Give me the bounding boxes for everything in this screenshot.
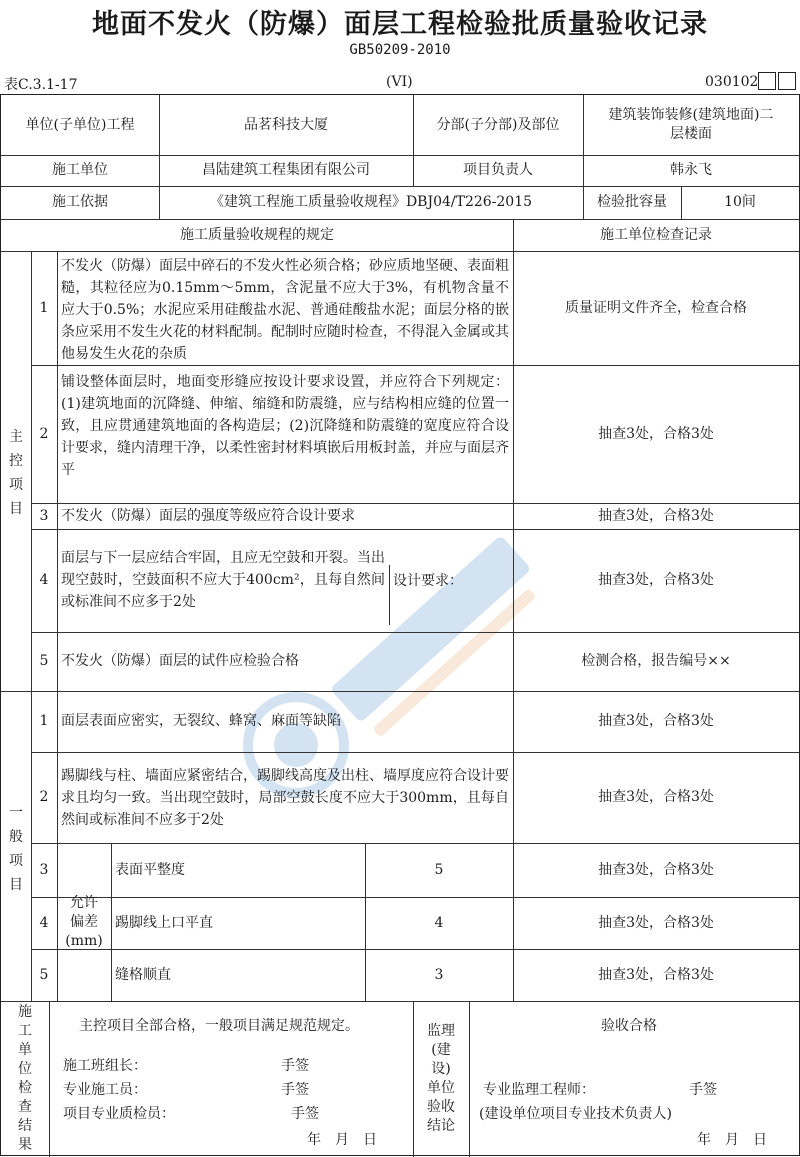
main-item-record[interactable]: 抽查3处，合格3处 — [598, 507, 714, 524]
tolerance-row-item: 踢脚线上口平直 — [115, 915, 213, 931]
main-item-text: 不发火（防爆）面层的试件应检验合格 — [61, 653, 299, 669]
acceptance-label: 监理(建设)单位验收结论 — [427, 1023, 455, 1134]
col-divider — [389, 565, 390, 625]
main-item-text: 不发火（防爆）面层中碎石的不发火性必须合格；砂应质地坚硬、表面粗糙，其粒径应为0.15mm～5mm，含泥量不应大于3%，有机物含量不应大于0.5%；水泥应采用硅酸盐水泥、普通硅酸盐水泥；面层分格的嵌条应采用不发生火花的材料配制。配制时应随时检查，不得混入金属或其他易发生火花的杂质 — [61, 258, 509, 362]
engineer-label: 专业监理工程师： — [483, 1082, 595, 1098]
constructor-value[interactable]: 昌陆建筑工程集团有限公司 — [202, 162, 370, 178]
code-box-2[interactable] — [778, 72, 796, 90]
tolerance-row-record[interactable]: 抽查3处，合格3处 — [598, 861, 714, 878]
main-item-no: 1 — [39, 299, 49, 316]
tolerance-row-no: 3 — [39, 861, 49, 878]
sub-section-value[interactable]: 建筑装饰装修(建筑地面)二层楼面 — [608, 107, 774, 142]
general-item-text: 踢脚线与柱、墙面应紧密结合，踢脚线高度及出柱、墙厚度应符合设计要求且均匀一致。当出现空鼓时，局部空鼓长度不应大于300mm，且每自然间或标准间不应多于2处 — [61, 768, 509, 828]
standard-code: GB50209-2010 — [349, 42, 451, 58]
inspection-code: 030102 — [705, 74, 759, 90]
col-divider — [469, 1001, 470, 1157]
tolerance-row-record[interactable]: 抽查3处，合格3处 — [598, 966, 714, 983]
tolerance-row-item: 表面平整度 — [115, 862, 185, 878]
tolerance-row-record[interactable]: 抽查3处，合格3处 — [598, 914, 714, 931]
general-items-label: 一般项目 — [9, 805, 23, 893]
row-divider — [1, 1001, 799, 1002]
unit-value[interactable]: 品茗科技大厦 — [244, 116, 328, 133]
main-item-text: 面层与下一层应结合牢固，且应无空鼓和开裂。当出现空鼓时，空鼓面积不应大于400cm²，且每自然间或标准间不应多于2处 — [61, 550, 385, 610]
roman-numeral: (VI) — [386, 74, 413, 90]
main-item-no: 4 — [39, 572, 49, 588]
general-item-record[interactable]: 抽查3处，合格3处 — [598, 789, 714, 805]
main-item-record[interactable]: 检测合格，报告编号×× — [581, 653, 731, 669]
main-item-no: 3 — [39, 507, 49, 524]
check-result-text[interactable]: 主控项目全部合格，一般项目满足规范规定。 — [79, 1018, 359, 1034]
general-item-no: 2 — [39, 789, 49, 805]
capacity-label: 检验批容量 — [597, 194, 667, 210]
acceptance-result[interactable]: 验收合格 — [601, 1018, 657, 1034]
sub-section-label: 分部(子分部)及部位 — [436, 116, 560, 133]
main-item-record[interactable]: 质量证明文件齐全，检查合格 — [565, 299, 747, 316]
main-item-no: 5 — [39, 653, 49, 669]
tolerance-row-value: 5 — [434, 861, 444, 878]
tolerance-row-value: 4 — [434, 914, 444, 931]
capacity-value[interactable]: 10间 — [724, 194, 756, 210]
manager-value[interactable]: 韩永飞 — [670, 162, 712, 178]
inspector-sign[interactable]: 手签 — [291, 1106, 319, 1122]
record-header: 施工单位检查记录 — [600, 226, 712, 243]
code-box-1[interactable] — [758, 72, 776, 90]
tolerance-label: 允许偏差(mm) — [65, 894, 103, 949]
basis-label: 施工依据 — [52, 194, 108, 210]
spec-header: 施工质量验收规程的规定 — [180, 226, 334, 243]
unit-label: 单位(子单位)工程 — [25, 116, 135, 133]
main-item-record[interactable]: 抽查3处，合格3处 — [598, 572, 714, 588]
manager-label: 项目负责人 — [463, 162, 533, 178]
engineer-sign[interactable]: 手签 — [689, 1082, 717, 1098]
check-date[interactable]: 年 月 日 — [307, 1132, 377, 1148]
col-divider — [49, 1001, 50, 1157]
main-item-record[interactable]: 抽查3处，合格3处 — [598, 425, 714, 442]
inspector-label: 项目专业质检员： — [63, 1106, 175, 1122]
form-title: 地面不发火（防爆）面层工程检验批质量验收记录 — [92, 9, 708, 40]
team-leader-label: 施工班组长： — [63, 1058, 147, 1074]
general-item-text: 面层表面应密实，无裂纹、蜂窝、麻面等缺陷 — [61, 713, 341, 729]
general-item-no: 1 — [39, 713, 49, 729]
general-item-record[interactable]: 抽查3处，合格3处 — [598, 713, 714, 729]
engineer-note: (建设单位项目专业技术负责人) — [479, 1106, 672, 1122]
form-number: 表C.3.1-17 — [4, 77, 78, 93]
team-leader-sign[interactable]: 手签 — [281, 1058, 309, 1074]
main-item-text: 铺设整体面层时，地面变形缝应按设计要求设置，并应符合下列规定：(1)建筑地面的沉降缝、伸缩、缩缝和防震缝，应与结构相应缝的位置一致，且应贯通建筑地面的各构造层；(2)沉降缝和防震缝的宽度应符合设计要求，缝内清理干净，以柔性密封材料填嵌后用板封盖，并应与面层齐平 — [61, 374, 509, 478]
tolerance-row-value: 3 — [434, 966, 444, 983]
inspection-table — [0, 94, 800, 1156]
constructor-label: 施工单位 — [52, 162, 108, 178]
main-item-no: 2 — [39, 425, 49, 442]
design-requirement-label: 设计要求： — [393, 573, 463, 589]
col-divider — [111, 843, 112, 1001]
acceptance-date[interactable]: 年 月 日 — [697, 1132, 767, 1148]
check-result-label: 施工单位检查结果 — [18, 1004, 32, 1153]
worker-sign[interactable]: 手签 — [281, 1082, 309, 1098]
basis-value[interactable]: 《建筑工程施工质量验收规程》DBJ04/T226-2015 — [209, 194, 533, 210]
tolerance-row-no: 5 — [39, 966, 49, 983]
main-control-label: 主控项目 — [9, 429, 23, 517]
tolerance-row-item: 缝格顺直 — [115, 967, 171, 983]
main-item-text: 不发火（防爆）面层的强度等级应符合设计要求 — [61, 508, 355, 524]
worker-label: 专业施工员： — [63, 1082, 147, 1098]
tolerance-row-no: 4 — [39, 914, 49, 931]
